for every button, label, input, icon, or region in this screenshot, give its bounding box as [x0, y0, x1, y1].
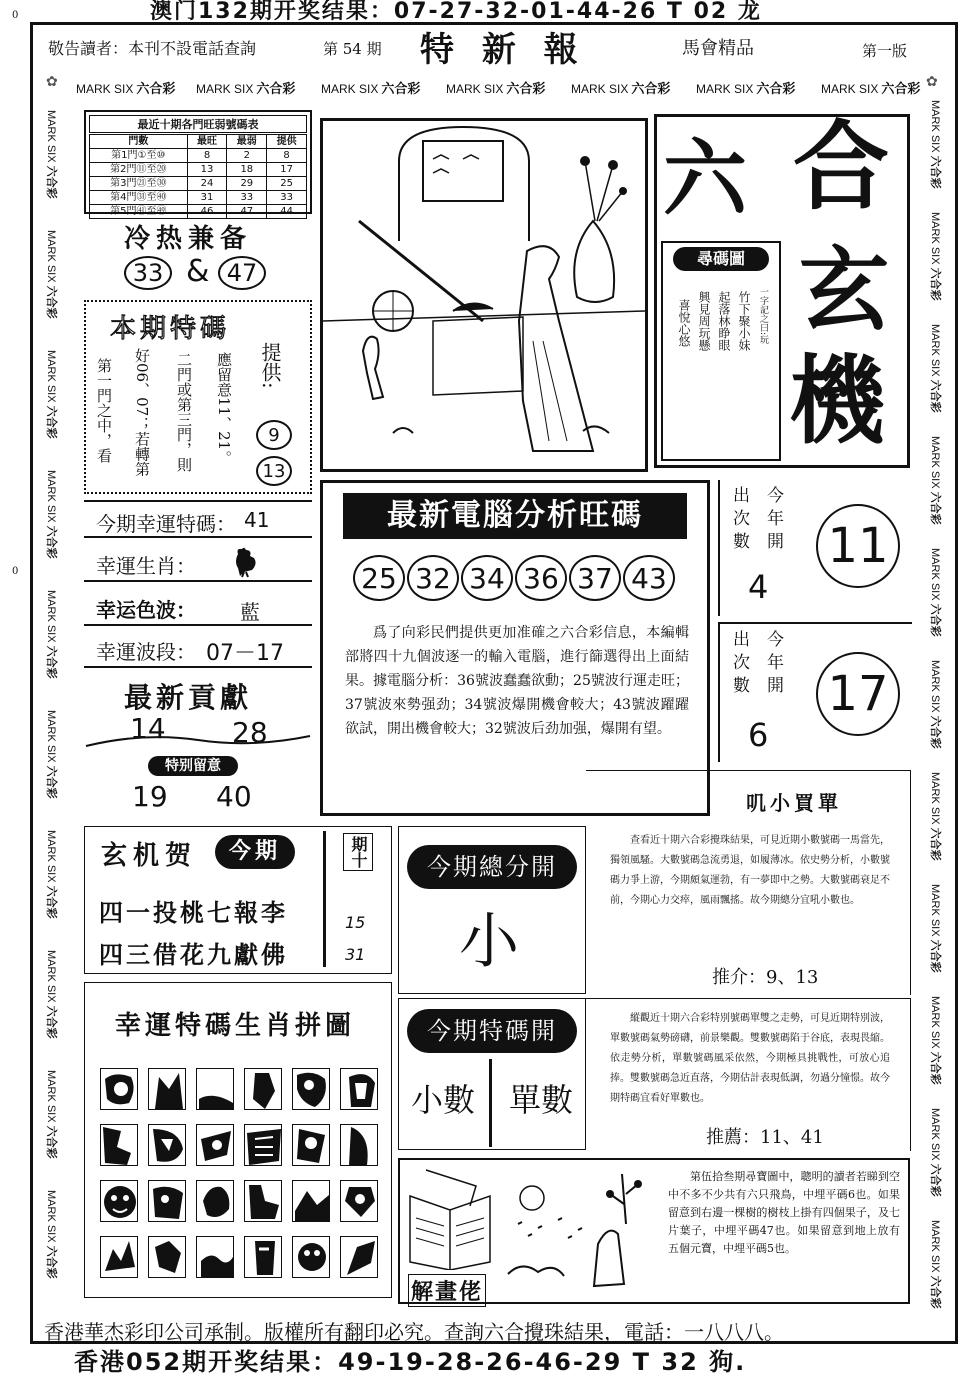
band-brand: 六合彩	[45, 1125, 57, 1159]
band-brand: 六合彩	[45, 405, 57, 439]
table-cell: 13	[187, 163, 227, 177]
picture-label: 解畫佬	[408, 1274, 486, 1307]
puzzle-piece	[196, 1236, 234, 1278]
odd-even-info	[586, 998, 911, 1151]
banner-char: 機	[789, 344, 885, 457]
band-brand: 六合彩	[929, 379, 941, 413]
band-text: MARK SIX	[321, 82, 379, 96]
band-brand: 六合彩	[45, 765, 57, 799]
lucky-color-row	[84, 588, 312, 626]
zodiac-puzzle-title: 幸運特碼生肖拼圖	[115, 1011, 356, 1041]
contribution-note: 特别留意	[148, 756, 238, 776]
computer-number: 37	[569, 555, 621, 601]
band-brand: 六合彩	[45, 285, 57, 319]
lucky-zodiac-row	[84, 544, 312, 582]
odd-even-recommend: 推薦：11、41	[706, 1127, 824, 1148]
xuanji-side-number: 15	[345, 913, 366, 932]
odd-even-result: 小數	[411, 1081, 476, 1119]
table-cell: 8	[267, 149, 307, 163]
band-brand: 六合彩	[929, 603, 941, 637]
top-result-banner: 澳门132期开奖结果：07-27-32-01-44-26 T 02 龙	[150, 0, 762, 24]
table-cell: 第1門①至⑩	[90, 149, 188, 163]
band-text: MARK SIX	[929, 1108, 941, 1161]
computer-number: 25	[353, 555, 405, 601]
table-cell: 31	[187, 191, 227, 205]
band-text: MARK SIX	[45, 470, 57, 523]
special-col4: 應留意11、21。	[215, 352, 233, 466]
special-number: 9	[256, 420, 292, 450]
band-text: MARK SIX	[929, 996, 941, 1049]
contribution-title: 最新貢獻	[124, 681, 253, 714]
band-text: MARK SIX	[929, 212, 941, 265]
band-brand: 六合彩	[256, 81, 296, 96]
mark-six-band-left	[36, 100, 66, 1320]
puzzle-piece	[100, 1124, 138, 1166]
band-text: MARK SIX	[821, 82, 879, 96]
table-header: 提供	[267, 135, 307, 149]
special-title: 本期特碼	[110, 314, 231, 344]
puzzle-piece	[340, 1124, 378, 1166]
wave-divider	[84, 730, 312, 750]
times-number: 17	[816, 652, 900, 736]
header-tagline: 馬會精品	[682, 38, 754, 59]
lucky-number-label: 今期幸運特碼：	[96, 512, 236, 536]
picture-text: 第伍拾叁期尋寶圖中，聰明的讀者若睇到空中不多不少共有六只飛鳥，中埋平碼6也。如果留意到右邊一棵樹的樹枝上掛有四個果子，及七片葉子，中埋平碼47也。如果留意到地上放有五個元寶，中埋平碼5也。	[668, 1170, 900, 1255]
band-brand: 六合彩	[756, 81, 796, 96]
table-cell: 24	[187, 177, 227, 191]
table-title: 最近十期各門旺弱號碼表	[89, 115, 307, 133]
lucky-range-label: 幸運波段：	[96, 640, 196, 664]
band-text: MARK SIX	[45, 710, 57, 763]
table-row	[90, 205, 307, 219]
times-label: 今年開	[763, 630, 783, 699]
table-header: 最旺	[187, 135, 227, 149]
header-notice: 敬告讀者：本刊不設電話查詢	[48, 39, 257, 58]
puzzle-piece	[196, 1180, 234, 1222]
flower-icon: ✿	[46, 74, 58, 90]
contribution-number: 28	[232, 716, 268, 749]
big-small-title: 叽小買單	[746, 791, 842, 815]
special-col1: 第一門之中，看	[95, 358, 113, 463]
table-cell: 47	[227, 205, 267, 219]
band-brand: 六合彩	[929, 939, 941, 973]
hot-cold-table	[89, 134, 307, 219]
contribution-number: 19	[132, 780, 168, 813]
puzzle-piece	[244, 1068, 282, 1110]
band-brand: 六合彩	[929, 267, 941, 301]
lucky-range-value: 07－17	[206, 641, 284, 666]
scroll-title: 尋碼圖	[673, 247, 769, 271]
times-number: 11	[816, 504, 900, 588]
big-small-result: 小	[459, 907, 519, 977]
big-small-text: 查看近十期六合彩攪珠結果，可見近期小數號碼一馬當先，獨領風騷。大數號碼急流勇退，如履薄冰。依史勢分析，小數號碼力爭上游，今期頗氣運勃，有一夢即中之勢。大數號碼衰足不前，今期心力交瘁，風雨飄搖。故今期總分宜吼小數也。	[610, 835, 890, 906]
times-box-1	[718, 480, 912, 616]
puzzle-piece	[340, 1236, 378, 1278]
cold-hot-section	[84, 218, 312, 298]
odd-even-divider	[489, 1059, 492, 1147]
table-header: 最弱	[227, 135, 267, 149]
mark-six-band-top	[36, 72, 956, 98]
xuanji-poem-box	[84, 826, 392, 974]
table-cell: 29	[227, 177, 267, 191]
search-scroll	[661, 241, 781, 461]
puzzle-piece	[292, 1068, 330, 1110]
big-small-box	[398, 826, 586, 994]
scroll-col: 起落林睁眼	[717, 291, 731, 351]
bottom-result-banner: 香港052期开奖结果：49-19-28-26-46-29 T 32 狗.	[74, 1348, 747, 1376]
band-text: MARK SIX	[45, 1190, 57, 1243]
puzzle-piece	[196, 1068, 234, 1110]
odd-even-box	[398, 998, 586, 1150]
book-illustration	[406, 1166, 494, 1270]
band-brand: 六合彩	[631, 81, 671, 96]
band-brand: 六合彩	[45, 525, 57, 559]
lucky-number-value: 41	[244, 508, 270, 532]
band-text: MARK SIX	[45, 830, 57, 883]
page-margin-mark: 0	[12, 10, 19, 21]
computer-numbers	[353, 555, 683, 601]
band-text: MARK SIX	[929, 100, 941, 153]
puzzle-piece	[148, 1236, 186, 1278]
table-row	[90, 149, 307, 163]
scroll-col: 喜悅心悠	[677, 299, 691, 347]
band-text: MARK SIX	[45, 110, 57, 163]
table-cell: 第5門㊶至㊾	[90, 205, 188, 219]
cold-hot-number: 33	[124, 256, 172, 290]
computer-number: 43	[623, 555, 675, 601]
special-provide-label: 提供:	[258, 342, 282, 389]
computer-analysis-box	[320, 480, 710, 816]
odd-even-pill: 今期特碼開	[407, 1009, 577, 1053]
hot-cold-table-box	[84, 110, 312, 217]
band-text: MARK SIX	[45, 230, 57, 283]
table-cell: 17	[267, 163, 307, 177]
times-box-2	[718, 622, 912, 762]
sage-illustration	[498, 1164, 658, 1300]
band-text: MARK SIX	[929, 884, 941, 937]
puzzle-piece	[148, 1180, 186, 1222]
xuanji-side-number: 31	[345, 945, 366, 964]
puzzle-piece	[340, 1180, 378, 1222]
paper-name: 特 新 報	[420, 30, 586, 70]
band-text: MARK SIX	[929, 660, 941, 713]
page-margin-mark: 0	[12, 566, 19, 577]
header-edition: 第一版	[862, 42, 908, 60]
puzzle-piece	[292, 1180, 330, 1222]
xuanji-poem-tag: 今期	[215, 835, 295, 869]
table-cell: 44	[267, 205, 307, 219]
band-brand: 六合彩	[136, 81, 176, 96]
band-text: MARK SIX	[571, 82, 629, 96]
lady-illustration-box	[320, 118, 648, 472]
special-number-box	[84, 300, 312, 494]
scroll-col: 興見周玩懸	[697, 291, 711, 351]
lucky-color-value: 藍	[240, 600, 260, 624]
table-cell: 46	[187, 205, 227, 219]
contribution-number: 40	[216, 780, 252, 813]
band-text: MARK SIX	[929, 1220, 941, 1273]
header-issue: 第 54 期	[323, 40, 382, 58]
puzzle-piece	[340, 1068, 378, 1110]
xuanji-poem-title: 玄机贺	[101, 841, 198, 871]
band-brand: 六合彩	[929, 715, 941, 749]
band-brand: 六合彩	[45, 885, 57, 919]
band-text: MARK SIX	[45, 1070, 57, 1123]
table-cell: 25	[267, 177, 307, 191]
picture-explain-box	[398, 1158, 910, 1304]
table-row	[90, 163, 307, 177]
liuhe-xuanji-banner	[654, 110, 910, 468]
contribution-number: 14	[130, 712, 166, 745]
puzzle-piece	[244, 1236, 282, 1278]
puzzle-piece	[100, 1180, 138, 1222]
table-cell: 33	[227, 191, 267, 205]
band-brand: 六合彩	[929, 1163, 941, 1197]
odd-even-text: 縱觀近十期六合彩特別號碼單雙之走勢，可見近期特別波，單數號碼氣勢磅礴，前景樂觀。雙數號碼陷于谷底，表現畏縮。依走勢分析，單數號碼風采依然，今期極具挑戰性，可放心追捧。雙數號碼急近直落，今期估計表現低調，勿過分憧憬。故今期特碼宜看好單數也。	[610, 1013, 890, 1104]
table-cell: 第3門㉑至㉚	[90, 177, 188, 191]
cold-hot-title: 冷热兼备	[124, 224, 253, 254]
banner-char: 六	[663, 129, 748, 228]
band-brand: 六合彩	[929, 1051, 941, 1085]
table-cell: 第4門㉛至㊵	[90, 191, 188, 205]
lucky-range-row	[84, 630, 312, 668]
times-label: 出次數	[729, 630, 749, 699]
lucky-zodiac-label: 幸運生肖：	[96, 554, 196, 578]
band-text: MARK SIX	[196, 82, 254, 96]
xuanji-side-tag: 期十	[343, 833, 373, 871]
cold-hot-amp: &	[186, 254, 210, 289]
table-cell: 第2門⑪至⑳	[90, 163, 188, 177]
xuanji-poem-line: 四一投桃七報李	[99, 898, 288, 927]
computer-title: 最新電腦分析旺碼	[343, 493, 687, 539]
table-cell: 18	[227, 163, 267, 177]
mark-six-band-right	[918, 100, 952, 1320]
scroll-col: 一字記之曰:玩	[758, 287, 768, 345]
table-cell: 33	[267, 191, 307, 205]
puzzle-piece	[196, 1124, 234, 1166]
band-text: MARK SIX	[45, 350, 57, 403]
band-brand: 六合彩	[45, 1005, 57, 1039]
big-small-info	[586, 770, 911, 995]
band-brand: 六合彩	[929, 155, 941, 189]
band-brand: 六合彩	[881, 81, 921, 96]
band-brand: 六合彩	[45, 165, 57, 199]
xuanji-poem-divider	[323, 831, 326, 967]
lucky-number-row	[84, 500, 312, 538]
puzzle-piece	[244, 1124, 282, 1166]
times-count: 6	[748, 716, 769, 754]
big-small-pill: 今期總分開	[407, 845, 577, 889]
special-number: 13	[256, 456, 292, 486]
big-small-recommend: 推介：9、13	[712, 967, 819, 988]
puzzle-piece	[100, 1068, 138, 1110]
puzzle-piece	[148, 1068, 186, 1110]
band-brand: 六合彩	[929, 1275, 941, 1309]
computer-text: 爲了向彩民們提供更加准確之六合彩信息，本編輯部將四十九個波逐一的輸入電腦，進行篩選得出上面結果。據電腦分析：36號波蠢蠢欲動；25號波行運走旺；37號波來勢强劲；34號波爆開機會較大；43號波躍躍欲試，開出機會較大；32號波后劲加强，爆開有望。	[345, 625, 689, 737]
times-label: 今年開	[763, 486, 783, 555]
special-col2: 好06、07；若轉第	[133, 348, 151, 477]
puzzle-piece	[148, 1124, 186, 1166]
odd-even-result: 單數	[509, 1081, 574, 1119]
band-brand: 六合彩	[506, 81, 546, 96]
banner-char: 玄	[799, 237, 889, 343]
banner-char: 合	[793, 110, 889, 223]
rooster-icon	[230, 546, 260, 578]
band-text: MARK SIX	[696, 82, 754, 96]
table-row	[90, 191, 307, 205]
table-cell: 8	[187, 149, 227, 163]
xuanji-poem-line: 四三借花九獻佛	[99, 940, 288, 969]
computer-number: 32	[407, 555, 459, 601]
lady-illustration	[323, 121, 645, 469]
band-text: MARK SIX	[45, 950, 57, 1003]
puzzle-piece	[292, 1236, 330, 1278]
special-col3: 二門或第三門，則	[175, 352, 193, 472]
band-brand: 六合彩	[929, 491, 941, 525]
band-brand: 六合彩	[45, 1245, 57, 1279]
band-text: MARK SIX	[929, 548, 941, 601]
times-count: 4	[748, 568, 769, 606]
puzzle-piece	[244, 1180, 282, 1222]
band-text: MARK SIX	[929, 324, 941, 377]
scroll-col: 竹下聚小妹	[737, 291, 751, 351]
table-header: 門數	[90, 135, 188, 149]
table-cell: 2	[227, 149, 267, 163]
band-text: MARK SIX	[929, 436, 941, 489]
contribution-section	[84, 672, 312, 818]
times-label: 出次數	[729, 486, 749, 555]
computer-number: 34	[461, 555, 513, 601]
flower-icon: ✿	[926, 74, 938, 90]
band-text: MARK SIX	[76, 82, 134, 96]
band-brand: 六合彩	[929, 827, 941, 861]
band-text: MARK SIX	[929, 772, 941, 825]
band-brand: 六合彩	[381, 81, 421, 96]
cold-hot-number: 47	[218, 256, 266, 290]
band-brand: 六合彩	[45, 645, 57, 679]
band-text: MARK SIX	[45, 590, 57, 643]
footer-text: 香港華杰彩印公司承制。版權所有翻印必究。查詢六合攪珠結果，電話：一八八八。	[44, 1320, 784, 1344]
band-text: MARK SIX	[446, 82, 504, 96]
puzzle-piece	[292, 1124, 330, 1166]
lucky-color-label: 幸运色波：	[96, 598, 196, 622]
puzzle-piece	[100, 1236, 138, 1278]
table-row	[90, 177, 307, 191]
computer-number: 36	[515, 555, 567, 601]
